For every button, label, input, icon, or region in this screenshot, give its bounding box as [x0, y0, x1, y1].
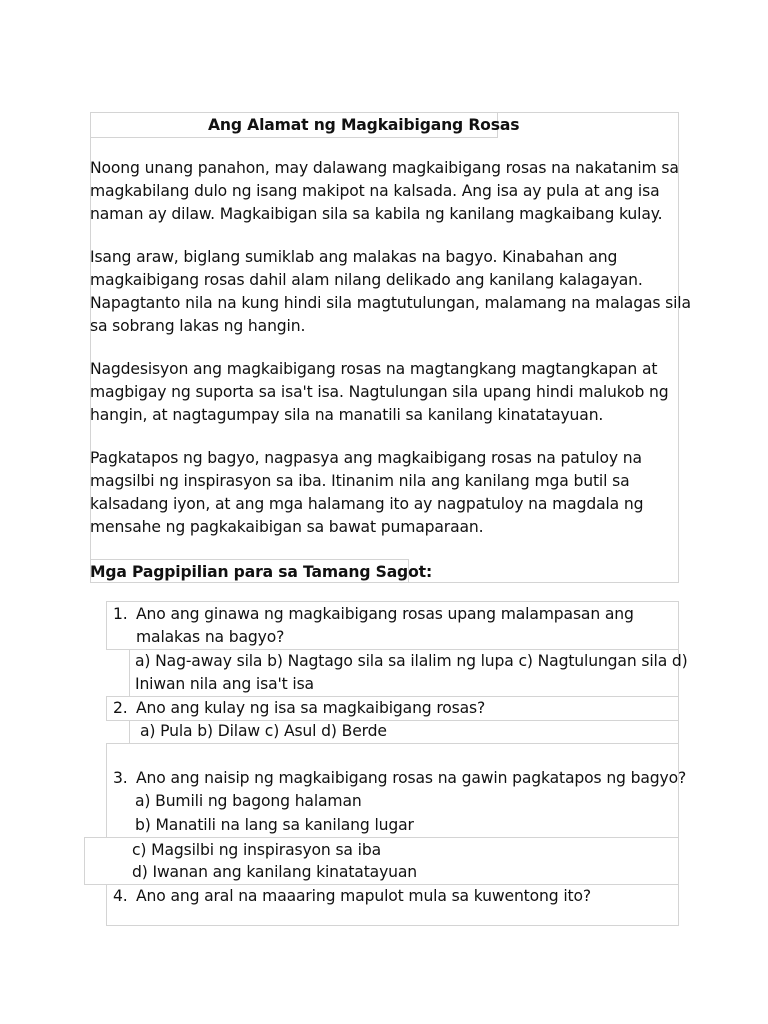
story-paragraph-3-line-3: hangin, at nagtagumpay sila na manatili sa kanilang kinatatayuan. — [90, 406, 604, 424]
story-paragraph-1-line-2: magkabilang dulo ng isang makipot na kalsada. Ang isa ay pula at ang isa — [90, 182, 660, 200]
question-3-option-a: a) Bumili ng bagong halaman — [135, 792, 362, 810]
question-2-text: Ano ang kulay ng isa sa magkaibigang rosas? — [136, 699, 486, 717]
story-paragraph-3-line-2: magbigay ng suporta sa isa't isa. Nagtulungan sila upang hindi malukob ng — [90, 383, 669, 401]
story-title: Ang Alamat ng Magkaibigang Rosas — [208, 116, 520, 134]
story-paragraph-4-line-3: kalsadang iyon, at ang mga halamang ito ay nagpatuloy na magdala ng — [90, 495, 644, 513]
question-2-number: 2. — [113, 699, 128, 717]
story-paragraph-2-line-3: Napagtanto nila na kung hindi sila magtutulungan, malamang na malagas sila — [90, 294, 691, 312]
question-3-number: 3. — [113, 769, 128, 787]
story-paragraph-4-line-2: magsilbi ng inspirasyon sa iba. Itinanim nila ang kanilang mga butil sa — [90, 472, 630, 490]
heading-cell-top-border — [90, 559, 408, 560]
story-paragraph-4-line-4: mensahe ng pagkakaibigan sa bawat pumaparaan. — [90, 518, 484, 536]
story-paragraph-1-line-3: naman ay dilaw. Magkaibigan sila sa kabila ng kanilang magkaibang kulay. — [90, 205, 663, 223]
question-1-number: 1. — [113, 605, 128, 623]
question-1-options-line-2: Iniwan nila ang isa't isa — [135, 675, 314, 693]
story-paragraph-2-line-2: magkaibigang rosas dahil alam nilang delikado ang kanilang kalagayan. — [90, 271, 643, 289]
question-1-text-line-1: Ano ang ginawa ng magkaibigang rosas upang malampasan ang — [136, 605, 634, 623]
question-3-text: Ano ang naisip ng magkaibigang rosas na gawin pagkatapos ng bagyo? — [136, 769, 687, 787]
question-4-text: Ano ang aral na maaaring mapulot mula sa kuwentong ito? — [136, 887, 591, 905]
question-4-number: 4. — [113, 887, 128, 905]
question-1-options-line-1: a) Nag-away sila b) Nagtago sila sa ilalim ng lupa c) Nagtulungan sila d) — [135, 652, 688, 670]
story-paragraph-3-line-1: Nagdesisyon ang magkaibigang rosas na magtangkang magtangkapan at — [90, 360, 658, 378]
question-3-option-d: d) Iwanan ang kanilang kinatatayuan — [132, 863, 418, 881]
story-paragraph-4-line-1: Pagkatapos ng bagyo, nagpasya ang magkaibigang rosas na patuloy na — [90, 449, 642, 467]
question-3-option-b: b) Manatili na lang sa kanilang lugar — [135, 816, 414, 834]
story-paragraph-2-line-4: sa sobrang lakas ng hangin. — [90, 317, 306, 335]
story-paragraph-1-line-1: Noong unang panahon, may dalawang magkaibigang rosas na nakatanim sa — [90, 159, 679, 177]
question-2-options: a) Pula b) Dilaw c) Asul d) Berde — [140, 722, 387, 740]
choices-heading: Mga Pagpipilian para sa Tamang Sagot: — [90, 563, 433, 581]
question-1-text-line-2: malakas na bagyo? — [136, 628, 285, 646]
story-paragraph-2-line-1: Isang araw, biglang sumiklab ang malakas na bagyo. Kinabahan ang — [90, 248, 618, 266]
question-3-option-c: c) Magsilbi ng inspirasyon sa iba — [132, 841, 381, 859]
